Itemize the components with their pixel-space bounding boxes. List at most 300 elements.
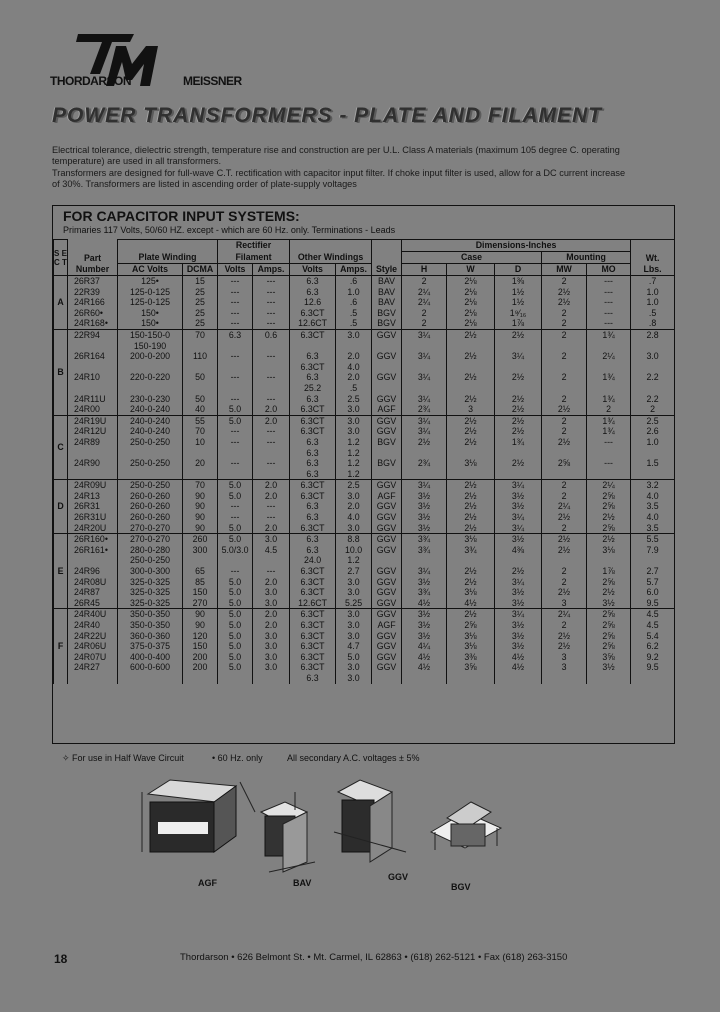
cell-mw: 3 — [542, 598, 587, 609]
cell-w: 2⅛ — [447, 276, 495, 287]
cell-ac-volts: 400-0-400 — [118, 652, 183, 663]
cell-style: BAV — [372, 276, 402, 287]
cell-h: 3¼ — [402, 480, 447, 491]
cell-mo — [587, 362, 631, 373]
cell-fil-volts: --- — [218, 297, 253, 308]
cell-dcma: 90 — [183, 501, 218, 512]
cell-dcma: 90 — [183, 512, 218, 523]
cell-fil-amps — [253, 469, 290, 480]
table-row — [54, 662, 675, 673]
cell-other-amps: 3.0 — [336, 631, 372, 642]
table-row — [54, 276, 675, 287]
col-ac-volts: AC Volts — [118, 264, 183, 276]
cell-fil-volts — [218, 362, 253, 373]
cell-mw: 2¼ — [542, 609, 587, 620]
cell-other-amps: 2.0 — [336, 351, 372, 362]
cell-style — [372, 383, 402, 394]
cell-style: GGV — [372, 577, 402, 588]
cell-w — [447, 448, 495, 459]
cell-part-number: 26R31 — [68, 501, 118, 512]
cell-wt: 3.5 — [631, 501, 675, 512]
cell-h: 3¾ — [402, 587, 447, 598]
cell-other-volts: 6.3 — [290, 287, 336, 298]
cell-other-amps: 2.0 — [336, 501, 372, 512]
table-row — [54, 469, 675, 480]
col-part: Part — [68, 240, 118, 264]
cell-w: 2½ — [447, 426, 495, 437]
cell-other-volts: 6.3CT — [290, 566, 336, 577]
cell-other-volts: 6.3CT — [290, 641, 336, 652]
cell-style: GGV — [372, 587, 402, 598]
cell-h — [402, 383, 447, 394]
cell-fil-volts: 5.0 — [218, 609, 253, 620]
table-row — [54, 318, 675, 329]
cell-ac-volts: 125-0-125 — [118, 287, 183, 298]
cell-part-number: 24R08U — [68, 577, 118, 588]
cell-other-volts: 6.3 — [290, 437, 336, 448]
cell-ac-volts: 250-0-250 — [118, 458, 183, 469]
cell-other-amps: 3.0 — [336, 404, 372, 415]
cell-part-number: 26R37 — [68, 276, 118, 287]
cell-style — [372, 673, 402, 684]
cell-mo: 2½ — [587, 512, 631, 523]
cell-other-volts: 6.3 — [290, 448, 336, 459]
cell-d: 2½ — [495, 426, 542, 437]
cell-style: GGV — [372, 329, 402, 340]
cell-h: 3½ — [402, 620, 447, 631]
cell-part-number: 26R31U — [68, 512, 118, 523]
section-label: A — [54, 276, 68, 330]
cell-style: GGV — [372, 652, 402, 663]
cell-fil-amps: 2.0 — [253, 523, 290, 534]
cell-w — [447, 469, 495, 480]
table-row — [54, 534, 675, 545]
cell-style: BGV — [372, 458, 402, 469]
cell-h: 3¾ — [402, 545, 447, 556]
bav-case-icon — [255, 772, 335, 882]
cell-fil-amps — [253, 362, 290, 373]
cell-other-amps: 3.0 — [336, 609, 372, 620]
cell-part-number — [68, 362, 118, 373]
cell-other-volts: 6.3CT — [290, 426, 336, 437]
cell-w — [447, 555, 495, 566]
cell-wt: 1.5 — [631, 458, 675, 469]
cell-other-volts: 6.3 — [290, 372, 336, 383]
cell-other-amps: 8.8 — [336, 534, 372, 545]
cell-other-volts: 6.3 — [290, 276, 336, 287]
diagram-label-bgv: BGV — [451, 882, 471, 892]
cell-w: 2⅛ — [447, 308, 495, 319]
diagram-bgv — [425, 772, 515, 892]
cell-other-amps: 4.7 — [336, 641, 372, 652]
cell-ac-volts: 220-0-220 — [118, 372, 183, 383]
cell-mw — [542, 448, 587, 459]
cell-d: 1⅜ — [495, 276, 542, 287]
cell-fil-amps: --- — [253, 437, 290, 448]
cell-dcma: 120 — [183, 631, 218, 642]
cell-other-amps: 3.0 — [336, 491, 372, 502]
cell-fil-amps: 3.0 — [253, 662, 290, 673]
cell-wt: 3.0 — [631, 351, 675, 362]
cell-fil-amps: 2.0 — [253, 480, 290, 491]
cell-dcma: 110 — [183, 351, 218, 362]
cell-h: 3½ — [402, 523, 447, 534]
cell-dcma: 25 — [183, 318, 218, 329]
cell-other-amps: 3.0 — [336, 587, 372, 598]
cell-mw: 2½ — [542, 631, 587, 642]
cell-d: 1½ — [495, 297, 542, 308]
cell-dcma — [183, 362, 218, 373]
cell-wt: 2.2 — [631, 372, 675, 383]
cell-d: 4⅜ — [495, 545, 542, 556]
cell-part-number — [68, 673, 118, 684]
cell-style: GGV — [372, 545, 402, 556]
cell-wt: 5.4 — [631, 631, 675, 642]
cell-other-amps: .6 — [336, 276, 372, 287]
cell-d: 3¼ — [495, 577, 542, 588]
cell-h: 3¼ — [402, 329, 447, 340]
cell-wt: 3.5 — [631, 523, 675, 534]
cell-w: 2½ — [447, 415, 495, 426]
cell-mw: 2 — [542, 415, 587, 426]
cell-mo: 1¾ — [587, 329, 631, 340]
cell-d: 1⅞ — [495, 318, 542, 329]
cell-wt: 5.5 — [631, 534, 675, 545]
cell-fil-volts: 5.0 — [218, 415, 253, 426]
cell-mw — [542, 341, 587, 352]
col-wt: Wt. — [631, 240, 675, 264]
cell-other-amps: 4.0 — [336, 512, 372, 523]
table-row — [54, 523, 675, 534]
cell-dcma — [183, 469, 218, 480]
cell-h — [402, 673, 447, 684]
cell-dcma: 25 — [183, 297, 218, 308]
cell-fil-amps — [253, 383, 290, 394]
table-row — [54, 341, 675, 352]
logo-left-name: THORDARSON — [50, 74, 131, 88]
cell-other-amps: .5 — [336, 308, 372, 319]
cell-fil-volts: --- — [218, 501, 253, 512]
table-row — [54, 297, 675, 308]
table-row — [54, 362, 675, 373]
cell-d: 2½ — [495, 329, 542, 340]
cell-mw: 2 — [542, 308, 587, 319]
cell-other-volts: 6.3CT — [290, 587, 336, 598]
cell-other-volts: 6.3CT — [290, 491, 336, 502]
table-row — [54, 426, 675, 437]
cell-other-amps: 3.0 — [336, 329, 372, 340]
cell-fil-amps: --- — [253, 394, 290, 405]
cell-mo — [587, 448, 631, 459]
col-style: Style — [372, 264, 402, 276]
cell-style: GGV — [372, 394, 402, 405]
cell-h: 2 — [402, 318, 447, 329]
page-number: 18 — [54, 952, 68, 966]
cell-mo: --- — [587, 437, 631, 448]
cell-ac-volts: 325-0-325 — [118, 587, 183, 598]
cell-fil-amps: --- — [253, 512, 290, 523]
section-label: F — [54, 609, 68, 684]
col-fil-volts: Volts — [218, 264, 253, 276]
cell-other-volts: 6.3CT — [290, 631, 336, 642]
col-mw: MW — [542, 264, 587, 276]
cell-w: 2½ — [447, 329, 495, 340]
cell-h: 2½ — [402, 437, 447, 448]
cell-other-volts: 6.3CT — [290, 329, 336, 340]
cell-other-amps: 1.2 — [336, 437, 372, 448]
table-row — [54, 555, 675, 566]
cell-h: 2 — [402, 308, 447, 319]
cell-fil-amps: --- — [253, 276, 290, 287]
cell-style: GGV — [372, 426, 402, 437]
cell-fil-volts: 5.0 — [218, 534, 253, 545]
cell-mo: --- — [587, 287, 631, 298]
cell-d: 2½ — [495, 458, 542, 469]
cell-h: 3¾ — [402, 534, 447, 545]
cell-other-amps: 10.0 — [336, 545, 372, 556]
cell-dcma: 40 — [183, 404, 218, 415]
cell-fil-amps: 4.5 — [253, 545, 290, 556]
cell-wt: .8 — [631, 318, 675, 329]
col-h: H — [402, 264, 447, 276]
cell-d — [495, 362, 542, 373]
cell-wt: 5.7 — [631, 577, 675, 588]
cell-d: 3¼ — [495, 351, 542, 362]
cell-w: 3⅛ — [447, 641, 495, 652]
cell-part-number: 24R40U — [68, 609, 118, 620]
cell-dcma: 70 — [183, 480, 218, 491]
cell-part-number: 24R168• — [68, 318, 118, 329]
cell-part-number — [68, 383, 118, 394]
table-row — [54, 491, 675, 502]
cell-style: GGV — [372, 631, 402, 642]
col-fil-amps: Amps. — [253, 264, 290, 276]
cell-ac-volts: 150-190 — [118, 341, 183, 352]
cell-d: 3½ — [495, 598, 542, 609]
cell-fil-volts: --- — [218, 426, 253, 437]
cell-other-volts: 6.3CT — [290, 620, 336, 631]
cell-part-number: 22R94 — [68, 329, 118, 340]
cell-w: 3⅛ — [447, 458, 495, 469]
cell-other-volts: 6.3CT — [290, 577, 336, 588]
ggv-case-icon — [330, 772, 410, 882]
cell-mo: 1¾ — [587, 372, 631, 383]
cell-style: AGF — [372, 404, 402, 415]
cell-other-volts: 24.0 — [290, 555, 336, 566]
cell-ac-volts: 150• — [118, 308, 183, 319]
cell-w: 2½ — [447, 394, 495, 405]
cell-dcma: 10 — [183, 437, 218, 448]
cell-fil-volts — [218, 341, 253, 352]
cell-fil-volts: --- — [218, 287, 253, 298]
cell-fil-volts: --- — [218, 437, 253, 448]
cell-part-number: 26R161• — [68, 545, 118, 556]
cell-other-volts: 12.6 — [290, 297, 336, 308]
cell-fil-volts: 5.0/3.0 — [218, 545, 253, 556]
cell-fil-amps: 3.0 — [253, 641, 290, 652]
table-subtitle: Primaries 117 Volts, 50/60 HZ. except - which are 60 Hz. only. Terminations - Leads — [63, 225, 396, 235]
col-dcma: DCMA — [183, 264, 218, 276]
cell-dcma: 270 — [183, 598, 218, 609]
cell-mo: 2½ — [587, 587, 631, 598]
cell-w: 2½ — [447, 437, 495, 448]
cell-fil-volts: 5.0 — [218, 631, 253, 642]
cell-dcma: 25 — [183, 287, 218, 298]
cell-w — [447, 341, 495, 352]
cell-mw: 2 — [542, 620, 587, 631]
col-other-amps: Amps. — [336, 264, 372, 276]
cell-fil-volts: 5.0 — [218, 620, 253, 631]
cell-mo: 2⅝ — [587, 491, 631, 502]
col-dimensions: Dimensions-Inches — [402, 240, 631, 252]
cell-mo: --- — [587, 297, 631, 308]
cell-fil-amps: 3.0 — [253, 598, 290, 609]
cell-wt — [631, 555, 675, 566]
cell-h: 4¼ — [402, 641, 447, 652]
cell-other-amps: 3.0 — [336, 662, 372, 673]
cell-ac-volts: 150• — [118, 318, 183, 329]
cell-d: 2½ — [495, 566, 542, 577]
col-filament: Filament — [218, 252, 290, 264]
cell-d: 2½ — [495, 404, 542, 415]
cell-other-volts: 6.3CT — [290, 415, 336, 426]
cell-mw: 2 — [542, 394, 587, 405]
cell-mw — [542, 555, 587, 566]
cell-w: 2⅛ — [447, 287, 495, 298]
cell-w: 2½ — [447, 577, 495, 588]
cell-other-amps: 2.7 — [336, 566, 372, 577]
cell-style: GGV — [372, 566, 402, 577]
cell-mo: --- — [587, 308, 631, 319]
cell-fil-amps: --- — [253, 426, 290, 437]
cell-d: 3¼ — [495, 609, 542, 620]
cell-style: GGV — [372, 641, 402, 652]
cell-fil-amps: --- — [253, 287, 290, 298]
cell-d: 1⁹⁄₁₆ — [495, 308, 542, 319]
cell-part-number: 24R166 — [68, 297, 118, 308]
cell-part-number: 26R160• — [68, 534, 118, 545]
cell-style: GGV — [372, 523, 402, 534]
cell-w: 3⅛ — [447, 631, 495, 642]
cell-ac-volts: 300-0-300 — [118, 566, 183, 577]
cell-wt: 4.5 — [631, 620, 675, 631]
cell-mo: 1¾ — [587, 426, 631, 437]
cell-style: AGF — [372, 620, 402, 631]
cell-mo: 3½ — [587, 662, 631, 673]
cell-ac-volts: 260-0-260 — [118, 512, 183, 523]
cell-other-volts: 6.3 — [290, 673, 336, 684]
cell-mw: 2¼ — [542, 501, 587, 512]
cell-mo: 1⅞ — [587, 566, 631, 577]
table-row — [54, 383, 675, 394]
cell-mo: 2 — [587, 404, 631, 415]
cell-mo — [587, 341, 631, 352]
cell-dcma: 50 — [183, 372, 218, 383]
cell-style: AGF — [372, 491, 402, 502]
cell-dcma: 20 — [183, 458, 218, 469]
table-row — [54, 673, 675, 684]
cell-part-number: 26R60• — [68, 308, 118, 319]
cell-h: 3¼ — [402, 426, 447, 437]
cell-style: BAV — [372, 287, 402, 298]
cell-w: 2½ — [447, 566, 495, 577]
cell-fil-amps: 3.0 — [253, 631, 290, 642]
cell-h: 3½ — [402, 491, 447, 502]
cell-w: 2½ — [447, 491, 495, 502]
cell-other-amps: 3.0 — [336, 426, 372, 437]
cell-mo: 2⅝ — [587, 641, 631, 652]
cell-w: 2½ — [447, 501, 495, 512]
cell-fil-amps: 2.0 — [253, 620, 290, 631]
cell-wt: 6.2 — [631, 641, 675, 652]
col-sect: S E C T — [54, 240, 68, 276]
cell-style: BGV — [372, 437, 402, 448]
cell-fil-amps: --- — [253, 458, 290, 469]
cell-other-volts: 25.2 — [290, 383, 336, 394]
table-row — [54, 501, 675, 512]
cell-other-volts: 6.3CT — [290, 362, 336, 373]
cell-fil-volts: 5.0 — [218, 598, 253, 609]
cell-fil-volts: --- — [218, 512, 253, 523]
cell-style: BGV — [372, 318, 402, 329]
cell-w: 2⅝ — [447, 620, 495, 631]
cell-w: 3 — [447, 404, 495, 415]
diagram-label-ggv: GGV — [388, 872, 409, 882]
table-row — [54, 437, 675, 448]
cell-w — [447, 383, 495, 394]
cell-dcma: 15 — [183, 276, 218, 287]
cell-mw: 2 — [542, 577, 587, 588]
cell-d: 4½ — [495, 662, 542, 673]
cell-w: 2½ — [447, 609, 495, 620]
cell-ac-volts: 600-0-600 — [118, 662, 183, 673]
cell-part-number — [68, 341, 118, 352]
cell-fil-amps — [253, 673, 290, 684]
cell-wt: 2 — [631, 404, 675, 415]
cell-dcma: 90 — [183, 609, 218, 620]
cell-ac-volts: 280-0-280 — [118, 545, 183, 556]
cell-w: 4½ — [447, 598, 495, 609]
cell-ac-volts: 270-0-270 — [118, 523, 183, 534]
cell-wt: 3.2 — [631, 480, 675, 491]
col-style-spacer — [372, 240, 402, 264]
cell-other-volts: 6.3 — [290, 512, 336, 523]
cell-part-number: 26R164 — [68, 351, 118, 362]
cell-fil-volts: --- — [218, 351, 253, 362]
cell-other-amps: 1.2 — [336, 469, 372, 480]
cell-style: GGV — [372, 662, 402, 673]
cell-other-volts: 6.3CT — [290, 480, 336, 491]
cell-dcma: 25 — [183, 308, 218, 319]
cell-mw: 2 — [542, 276, 587, 287]
cell-fil-volts: --- — [218, 394, 253, 405]
cell-mw: 2 — [542, 523, 587, 534]
cell-part-number: 22R39 — [68, 287, 118, 298]
cell-part-number: 24R40 — [68, 620, 118, 631]
cell-fil-volts: 5.0 — [218, 587, 253, 598]
cell-part-number: 24R22U — [68, 631, 118, 642]
cell-other-amps: 5.25 — [336, 598, 372, 609]
cell-other-volts: 6.3 — [290, 545, 336, 556]
cell-other-volts: 6.3CT — [290, 404, 336, 415]
cell-wt — [631, 448, 675, 459]
cell-h: 3¼ — [402, 394, 447, 405]
table-row — [54, 404, 675, 415]
col-other-windings: Other Windings — [290, 240, 372, 264]
cell-ac-volts: 325-0-325 — [118, 577, 183, 588]
table-row — [54, 448, 675, 459]
cell-w: 2½ — [447, 372, 495, 383]
